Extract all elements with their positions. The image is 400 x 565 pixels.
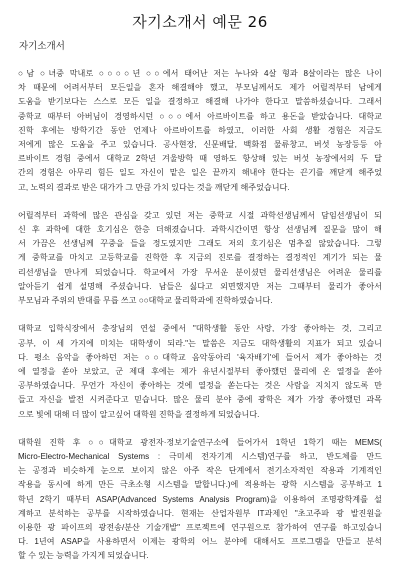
paragraph-graduate-research [18, 436, 382, 564]
paragraph-line: 도움을 받기보다는 스스로 모든 일을 결정하고 해결해 나가야 한다고 말씀하셨습니다. 그래서 [18, 97, 382, 107]
paragraph-line: 어릴적부터 과학에 많은 관심을 갖고 있던 저는 중학교 시절 과학선생님께서 담임선생님이 되 [18, 210, 382, 220]
paragraph-line: ○남 ○녀중 막내로 ○○○○년 ○○에서 태어난 저는 누나와 4살 형과 8살이라는 많은 나이 [18, 69, 382, 78]
document-title: 자기소개서 예문 26 [132, 13, 268, 31]
document-body [18, 67, 382, 564]
paragraph-line: 이용한 광 파이프의 광전송/분산 기술개발" 프로젝트에 연구원으로 참가하여 연구를 하고있습니 [18, 523, 382, 532]
paragraph-line: 대학원 진학 후 ○○대학교 광전자·정보기술연구소에 들어가서 1학년 1학기 때는 MEMS( [18, 437, 382, 447]
paragraph-line: Micro-Electro-Mechanical Systems : 극미세 전자기계 시스템)연구를 하고, 반도체를 만드 [18, 452, 382, 462]
paragraph-line: 르바이트 경험 중에서 대학교 2학년 겨울방학 때 영하도 항상해 있는 버섯 농장에서의 두 달 [18, 154, 382, 164]
paragraph-line: 학년 2학기 때부터 ASAP(Advanced Systems Analysis Program)을 이용하여 조명광학계를 설 [18, 494, 382, 504]
paragraph-line: 게 중학교를 마치고 고등학교를 진학한 후 지금의 진로를 결정하는 결정적인 계기가 되는 물 [18, 253, 382, 263]
paragraph-family-background [18, 67, 382, 195]
paragraph-line: 다. 평소 음악을 좋아하던 저는 ○○대학교 음악동아리 '육자배기'에 들어서 제가 좋아하는 것 [18, 352, 382, 362]
paragraph-line: 진학 후에는 방학기간 동안 언제나 아르바이트를 하였고, 이러한 사회 생활 경험은 지금도 [18, 125, 382, 135]
paragraph-line: 중학교 때부터 아버님이 경영하시던 ○○○에서 아르바이트를 하고 용돈을 받았습니다. 대학교 [18, 111, 382, 121]
paragraph-line: 공부, 이 세 가지에 미치는 대학생이 되라."는 말씀은 지금도 대학생활의 지표가 되고 있습니 [18, 338, 382, 348]
paragraph-line: 알아듣기 쉽게 설명해 주셨습니다. 남들은 싫다고 외면했지만 저는 그때부터 물리가 좋아서 [18, 281, 382, 291]
paragraph-line: 고, 노력의 결과로 받은 대가가 그 만큼 가치 있다는 것을 깨닫게 해주었습니다. [18, 182, 290, 192]
paragraph-line: 서 가끔은 선생님께 꾸중을 들을 정도였지만 그래도 저의 호기심은 멈추질 않았습니다. 그렇 [18, 239, 382, 249]
paragraph-line: 리선생님을 만나게 되었습니다. 학교에서 가장 무서운 분이셨던 물리선생님은 어려운 물리를 [18, 267, 382, 277]
paragraph-line: 에 열정을 쏟아 보았고, 군 제대 후에는 제가 유년시절부터 좋아했던 물리에 온 열정을 쏟아 [18, 366, 382, 376]
paragraph-line: 공부하였습니다. 무언가 자신이 좋아하는 것에 열정을 쏟는다는 것은 사람을 지치지 않도록 만 [18, 381, 382, 391]
paragraph-line: 들고 자신을 발전 시켜준다고 믿습니다. 많은 물리 분야 중에 광학은 제가 가장 좋아했던 과목 [18, 395, 382, 405]
paragraph-line: 대학교 입학식장에서 총장님의 연설 중에서 "대학생활 동안 사랑, 가장 좋아하는 것, 그리고 [18, 324, 382, 334]
paragraph-line: 다. 1년여 ASAP을 사용하면서 이제는 광학의 어느 분야에 대해서도 프로그램을 만들고 분석 [18, 537, 382, 547]
paragraph-line: 작용을 동시에 하게 만든 극초소형 시스템을 말합니다.)에 적용하는 광학 시스템을 공부하고 1 [18, 480, 382, 490]
paragraph-science-interest [18, 209, 382, 308]
paragraph-line: 계하고 분석하는 공부를 시작하였습니다. 현재는 산업자원부 IT과제인 "초고주파 광 발진원을 [18, 508, 382, 518]
paragraph-line: 할 수 있는 능력을 가지게 되었습니다. [18, 551, 149, 561]
paragraph-university-life [18, 322, 382, 421]
paragraph-line: 부모님과 주위의 반대를 무릅 쓰고 ○○대학교 물리학과에 진학하였습니다. [18, 296, 273, 305]
paragraph-line: 는 공정과 비슷하게 눈으로 보이지 않은 아주 작은 단계에서 전기소자적인 작용과 기계적인 [18, 466, 382, 476]
paragraph-line: 저에게 많은 도움을 주고 있습니다. 공사현장, 신문배달, 백화점 물류창고, 버섯 농장등등 아 [18, 139, 382, 149]
section-label: 자기소개서 [19, 41, 65, 52]
paragraph-line: 간의 경험은 아무리 힘든 일도 자신이 맡은 일은 끝까지 해내야 한다는 끈기를 깨닫게 해주었 [18, 168, 382, 178]
paragraph-line: 차 때문에 어려서부터 모든일을 혼자 해결해야 했고, 부모님께서도 제가 어릴적부터 남에게 [18, 83, 382, 93]
paragraph-line: 으로 빛에 대해 더 많이 알고싶어 대학원 진학을 결정하게 되었습니다. [18, 409, 260, 419]
paragraph-line: 신 후 과학에 대한 호기심은 한층 더해졌습니다. 과학시간이면 항상 선생님께 질문을 많이 해 [18, 225, 382, 235]
